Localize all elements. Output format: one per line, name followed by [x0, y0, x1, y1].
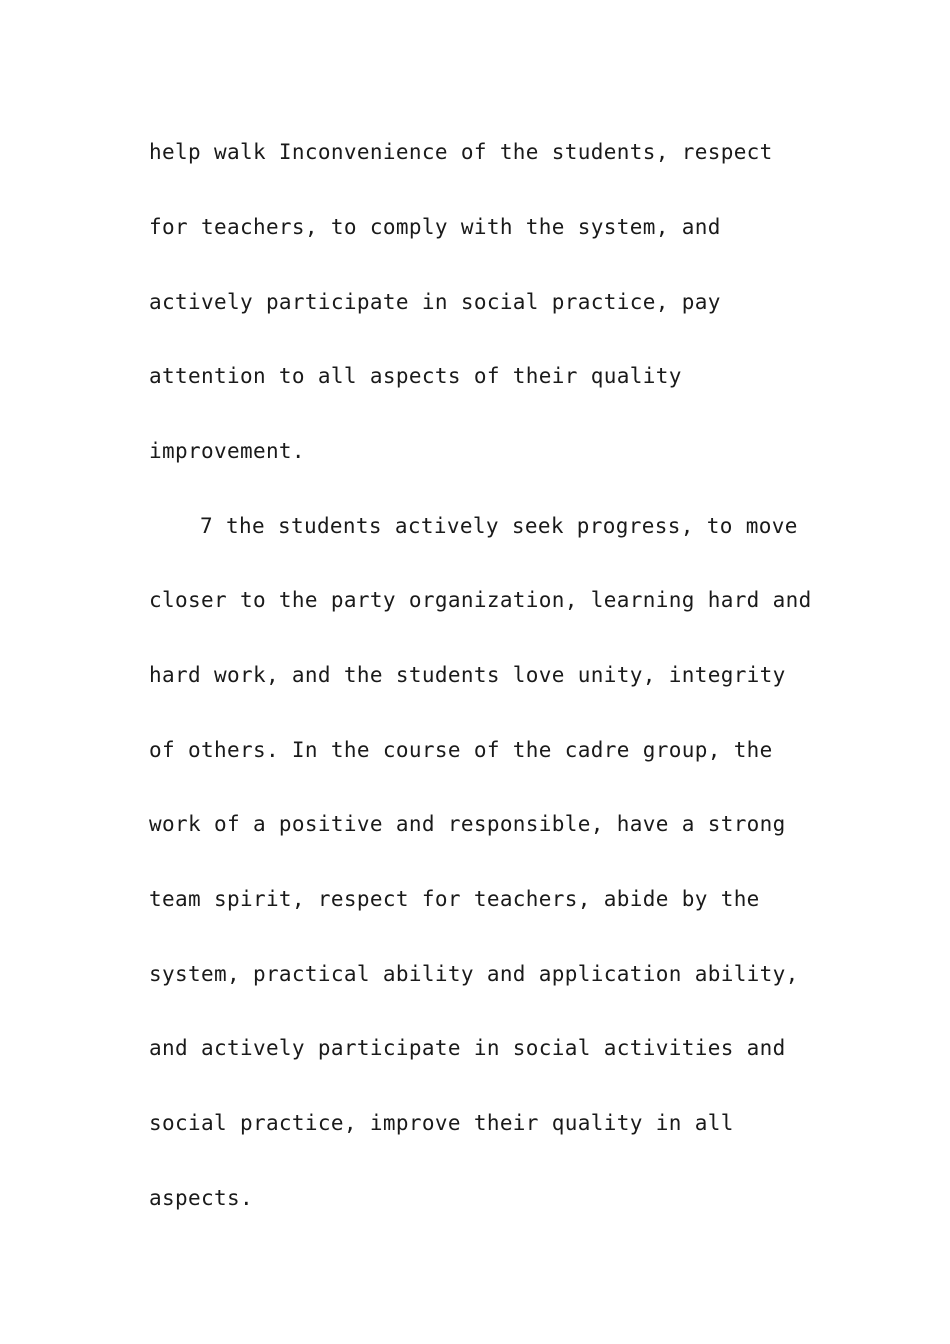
text-line: aspects.: [149, 1186, 253, 1210]
text-line: of others. In the course of the cadre group, the: [149, 738, 773, 762]
text-line: improvement.: [149, 439, 305, 463]
text-line: social practice, improve their quality in all: [149, 1111, 734, 1135]
text-line: and actively participate in social activities and: [149, 1036, 786, 1060]
text-line: help walk Inconvenience of the students, respect: [149, 140, 773, 164]
text-line: for teachers, to comply with the system, and: [149, 215, 721, 239]
text-line: attention to all aspects of their quality: [149, 364, 682, 388]
text-line: hard work, and the students love unity, integrity: [149, 663, 786, 687]
text-line: team spirit, respect for teachers, abide by the: [149, 887, 760, 911]
text-line: 7 the students actively seek progress, to move: [200, 514, 798, 538]
text-line: work of a positive and responsible, have a strong: [149, 812, 786, 836]
text-line: actively participate in social practice, pay: [149, 290, 721, 314]
text-line: closer to the party organization, learning hard and: [149, 588, 812, 612]
text-line: system, practical ability and application ability,: [149, 962, 799, 986]
